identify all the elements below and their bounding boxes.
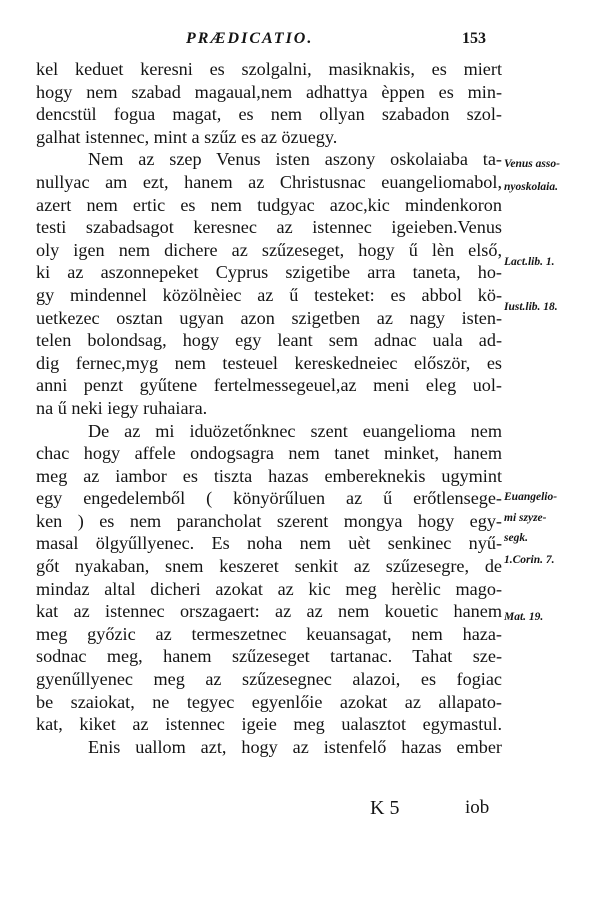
text-line: na ű neki iegy ruhaiara. (36, 397, 208, 418)
page-footer (0, 797, 601, 827)
text-line: ki az aszonnepeket Cyprus szigetibe arra taneta, ho- (36, 262, 502, 283)
text-line: testi szabadsagot keresnec az istennec igeieben.Venus (36, 217, 502, 238)
text-line: mindaz altal dicheri azokat az kic meg herèlic mago- (36, 578, 502, 599)
text-line: gy mindennel közölnèiec az ű testeket: es abbol kö- (36, 284, 502, 305)
margin-note: nyoskolaia. (504, 181, 558, 193)
text-line: hogy nem szabad magaual,nem adhattya èppen es min- (36, 81, 502, 102)
text-line: meg az iambor es tiszta hazas embereknekis ugymint (36, 465, 502, 486)
margin-note: Mat. 19. (504, 611, 544, 623)
page-number: 153 (462, 30, 486, 47)
text-line: oly igen nem dichere az szűzeseget, hogy ű lèn első, (36, 239, 502, 260)
text-line: kel keduet keresni es szolgalni, masiknakis, es miert (36, 59, 502, 79)
text-line: gőt nyakaban, snem keszeret senkit az szűzesegre, de (36, 556, 502, 577)
margin-note: 1.Corin. 7. (504, 554, 555, 566)
catchword: iob (465, 797, 490, 818)
signature-mark: K 5 (370, 797, 400, 819)
text-line: telen bolondsag, hogy egy leant sem adnac uala ad- (36, 330, 502, 351)
text-line: Enis uallom azt, hogy az istenfelő hazas ember (88, 736, 502, 757)
text-line: azert nem ertic es nem tudgyac azoc,kic mindenkoron (36, 194, 502, 215)
text-line: egy engedelemből ( könyörűluen az ű erőtlensege- (36, 488, 502, 509)
text-line: be szaiokat, ne tegyec egyenlőie azokat az allapato- (36, 691, 502, 712)
text-line: sodnac meg, hanem szűzeseget tartanac. Tahat sze- (36, 646, 502, 667)
body-text (36, 58, 502, 758)
running-head: PRÆDICATIO. (186, 30, 314, 47)
text-line: Nem az szep Venus isten aszony oskolaiaba ta- (88, 149, 502, 170)
text-line: uetkezec osztan ugyan azon szigetben az nagy isten- (36, 307, 502, 328)
text-line: kat, kiket az istennec igeie meg ualasztot egymastul. (36, 714, 502, 735)
margin-note: Iust.lib. 18. (504, 301, 558, 313)
margin-note: Lact.lib. 1. (504, 256, 555, 268)
text-line: chac hogy affele ondogsagra nem tanet minket, hanem (36, 443, 502, 464)
text-line: anni penzt gyűtene fertelmessegeuel,az meni eleg uol- (36, 375, 502, 396)
text-line: nullyac am ezt, hanem az Christusnac euangeliomabol, (36, 171, 502, 192)
margin-note: Venus asso- (504, 158, 560, 170)
margin-note: segk. (504, 532, 528, 544)
page-header (0, 30, 601, 52)
margin-note: Euangelio- (504, 491, 558, 503)
margin-note: mi szyze- (504, 512, 547, 524)
text-line: gyenűllyenec meg az szűzesegnec alazoi, es fogiac (36, 669, 502, 690)
text-line: ken ) es nem parancholat szerent mongya hogy egy- (36, 510, 502, 531)
text-line: galhat istennec, mint a szűz es az özuegy. (36, 126, 338, 147)
text-line: kat az istennec orszagaert: az az nem kouetic hanem (36, 601, 502, 622)
text-line: meg győzic az termeszetnec keuansagat, nem haza- (36, 623, 502, 644)
text-line: masal ölgyűllyenec. Es noha nem uèt senkinec nyű- (36, 533, 502, 554)
text-line: dig fernec,myg nem testeuel kereskedneiec először, es (36, 352, 502, 373)
text-line: dencstül fogua magat, es nem ollyan szabadon szol- (36, 104, 502, 125)
text-line: De az mi iduözetőnknec szent euangelioma nem (88, 420, 502, 441)
